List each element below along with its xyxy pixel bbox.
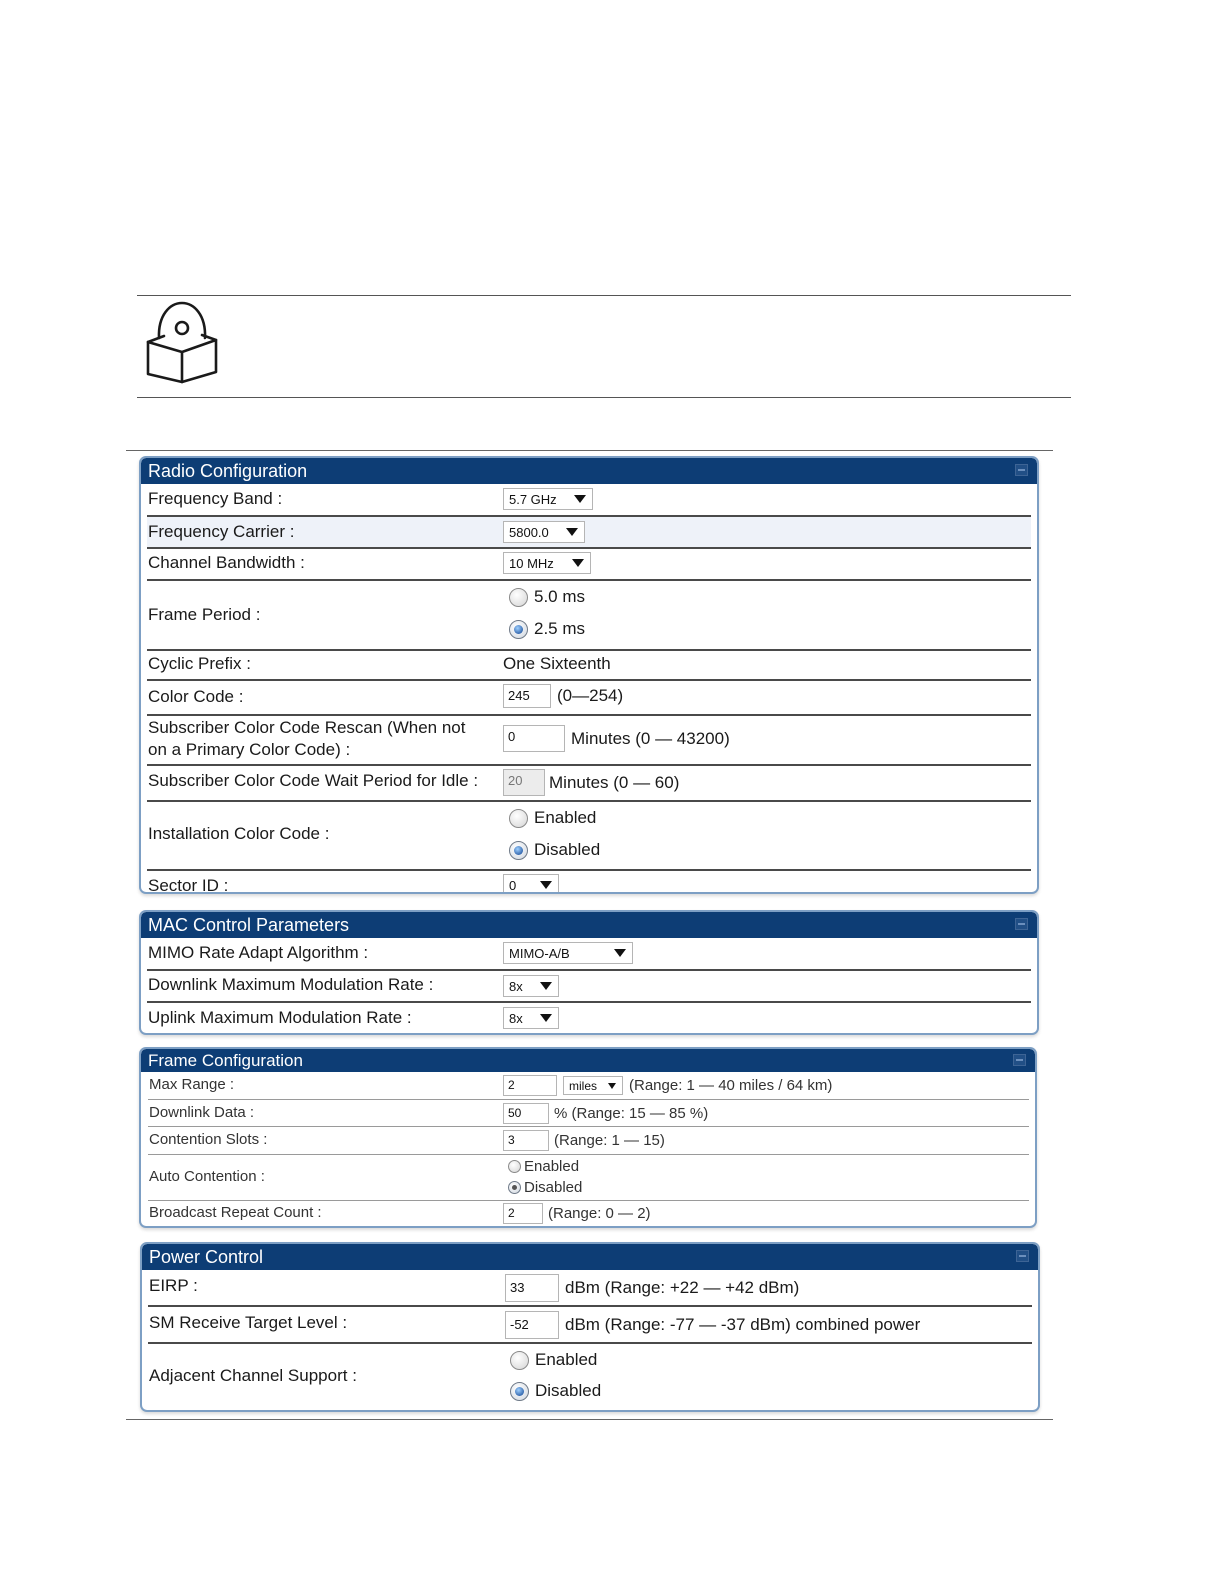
channel-bandwidth-row (147, 549, 1031, 581)
sector-id-select[interactable] (503, 874, 559, 894)
frequency-carrier-row (147, 517, 1031, 549)
chevron-down-icon (608, 1083, 616, 1089)
adjacent-channel-disabled[interactable]: Disabled (510, 1381, 601, 1401)
note-bottom-rule (137, 397, 1071, 398)
installation-color-code-enabled[interactable]: Enabled (509, 808, 596, 828)
cyclic-prefix-row (147, 651, 1031, 681)
color-code-row (147, 681, 1031, 716)
sector-id-value: 0 (509, 877, 517, 893)
sm-target-label: SM Receive Target Level : (149, 1313, 348, 1332)
chevron-down-icon (540, 881, 552, 889)
downlink-max-select[interactable] (503, 975, 559, 997)
figure-bottom-rule (126, 1419, 1053, 1420)
broadcast-repeat-label: Broadcast Repeat Count : (149, 1204, 322, 1221)
eirp-range: dBm (Range: +22 — +42 dBm) (565, 1278, 800, 1297)
contention-slots-range: (Range: 1 — 15) (554, 1132, 665, 1149)
max-range-range: (Range: 1 — 40 miles / 64 km) (629, 1077, 833, 1094)
eirp-input[interactable]: 33 (505, 1274, 559, 1302)
frequency-carrier-label: Frequency Carrier : (148, 522, 295, 541)
channel-bandwidth-value: 10 MHz (509, 555, 554, 571)
figure-top-rule (126, 450, 1053, 451)
mac-control-panel (139, 910, 1039, 1035)
downlink-data-range: % (Range: 15 — 85 %) (554, 1105, 709, 1122)
frequency-band-select[interactable] (503, 488, 593, 510)
radio-configuration-header (141, 458, 1037, 484)
downlink-max-row (147, 971, 1031, 1003)
panel-title: Frame Configuration (148, 1051, 303, 1070)
adjacent-channel-row (148, 1344, 1032, 1410)
collapse-icon[interactable] (1015, 464, 1028, 476)
installation-color-code-row (147, 802, 1031, 871)
adjacent-channel-label: Adjacent Channel Support : (149, 1366, 357, 1385)
auto-contention-disabled[interactable]: Disabled (508, 1179, 582, 1196)
eirp-row (148, 1270, 1032, 1307)
uplink-max-label: Uplink Maximum Modulation Rate : (148, 1008, 412, 1027)
auto-contention-row (148, 1155, 1029, 1201)
frame-period-row (147, 581, 1031, 651)
wait-period-label: Subscriber Color Code Wait Period for Idle : (148, 771, 479, 790)
adjacent-channel-enabled[interactable]: Enabled (510, 1350, 597, 1370)
radio-checked-icon (510, 1382, 529, 1401)
downlink-max-value: 8x (509, 978, 523, 994)
uplink-max-row (147, 1003, 1031, 1033)
max-range-row (148, 1072, 1029, 1100)
frequency-band-label: Frequency Band : (148, 489, 283, 508)
chevron-down-icon (540, 982, 552, 990)
mimo-rate-select[interactable] (503, 942, 633, 964)
radio-unchecked-icon (509, 809, 528, 828)
chevron-down-icon (572, 559, 584, 567)
frame-period-option-2-5ms[interactable]: 2.5 ms (509, 619, 585, 639)
broadcast-repeat-row (148, 1201, 1029, 1226)
frame-period-label: Frame Period : (148, 605, 261, 624)
mimo-rate-value: MIMO-A/B (509, 945, 570, 961)
radio-checked-icon (508, 1181, 521, 1194)
note-top-rule (137, 295, 1071, 296)
panel-title: Power Control (149, 1247, 264, 1267)
auto-contention-enabled[interactable]: Enabled (508, 1158, 579, 1175)
radio-unchecked-icon (510, 1351, 529, 1370)
color-code-rescan-input[interactable]: 0 (503, 725, 565, 752)
uplink-max-select[interactable] (503, 1007, 559, 1029)
mimo-rate-row (147, 938, 1031, 971)
color-code-rescan-label-line2: on a Primary Color Code) : (148, 740, 351, 759)
frequency-carrier-value: 5800.0 (509, 524, 549, 540)
sector-id-row (147, 871, 1031, 894)
radio-configuration-panel (139, 456, 1039, 894)
frame-configuration-header (141, 1049, 1035, 1072)
color-code-range: (0—254) (557, 686, 624, 705)
broadcast-repeat-input[interactable]: 2 (503, 1203, 543, 1224)
downlink-data-label: Downlink Data : (149, 1104, 255, 1121)
chevron-down-icon (574, 495, 586, 503)
frequency-band-row (147, 484, 1031, 517)
radio-checked-icon (509, 841, 528, 860)
color-code-rescan-label-line1: Subscriber Color Code Rescan (When not (148, 718, 466, 737)
mac-control-header (141, 912, 1037, 938)
downlink-max-label: Downlink Maximum Modulation Rate : (148, 975, 434, 994)
cyclic-prefix-label: Cyclic Prefix : (148, 654, 251, 673)
eirp-label: EIRP : (149, 1276, 198, 1295)
color-code-rescan-row (147, 716, 1031, 766)
chevron-down-icon (540, 1014, 552, 1022)
note-book-icon (144, 300, 220, 384)
sm-target-range: dBm (Range: -77 — -37 dBm) combined power (565, 1315, 921, 1334)
frame-period-option-5ms[interactable]: 5.0 ms (509, 587, 585, 607)
max-range-input[interactable]: 2 (503, 1075, 557, 1096)
downlink-data-row (148, 1100, 1029, 1127)
collapse-icon[interactable] (1013, 1054, 1026, 1066)
cyclic-prefix-value: One Sixteenth (503, 654, 611, 673)
sm-target-input[interactable]: -52 (505, 1311, 559, 1339)
color-code-label: Color Code : (148, 687, 244, 706)
power-control-panel (140, 1242, 1040, 1412)
installation-color-code-disabled[interactable]: Disabled (509, 840, 600, 860)
frame-configuration-panel (139, 1047, 1037, 1228)
chevron-down-icon (614, 949, 626, 957)
max-range-unit-value: miles (569, 1078, 598, 1093)
collapse-icon[interactable] (1015, 918, 1028, 930)
frequency-band-value: 5.7 GHz (509, 491, 557, 507)
auto-contention-label: Auto Contention : (149, 1168, 265, 1185)
frequency-carrier-select[interactable] (503, 521, 585, 543)
sm-target-row (148, 1307, 1032, 1344)
color-code-rescan-range: Minutes (0 — 43200) (571, 728, 730, 748)
channel-bandwidth-label: Channel Bandwidth : (148, 553, 305, 572)
uplink-max-value: 8x (509, 1010, 523, 1026)
wait-period-input[interactable]: 20 (503, 769, 545, 796)
wait-period-range: Minutes (0 — 60) (549, 772, 680, 792)
channel-bandwidth-select[interactable] (503, 552, 591, 574)
panel-title: Radio Configuration (148, 461, 308, 481)
wait-period-row (147, 766, 1031, 802)
downlink-data-input[interactable]: 50 (503, 1103, 549, 1124)
panel-title: MAC Control Parameters (148, 915, 350, 935)
mimo-rate-label: MIMO Rate Adapt Algorithm : (148, 943, 369, 962)
contention-slots-label: Contention Slots : (149, 1131, 268, 1148)
broadcast-repeat-range: (Range: 0 — 2) (548, 1205, 651, 1222)
max-range-unit-select[interactable] (563, 1076, 623, 1095)
radio-unchecked-icon (509, 588, 528, 607)
contention-slots-input[interactable]: 3 (503, 1130, 549, 1151)
power-control-header (142, 1244, 1038, 1270)
radio-checked-icon (509, 620, 528, 639)
sector-id-label: Sector ID : (148, 876, 229, 894)
max-range-label: Max Range : (149, 1076, 235, 1093)
color-code-input[interactable]: 245 (503, 684, 551, 708)
installation-color-code-label: Installation Color Code : (148, 824, 330, 843)
chevron-down-icon (566, 528, 578, 536)
collapse-icon[interactable] (1016, 1250, 1029, 1262)
radio-unchecked-icon (508, 1160, 521, 1173)
contention-slots-row (148, 1127, 1029, 1155)
